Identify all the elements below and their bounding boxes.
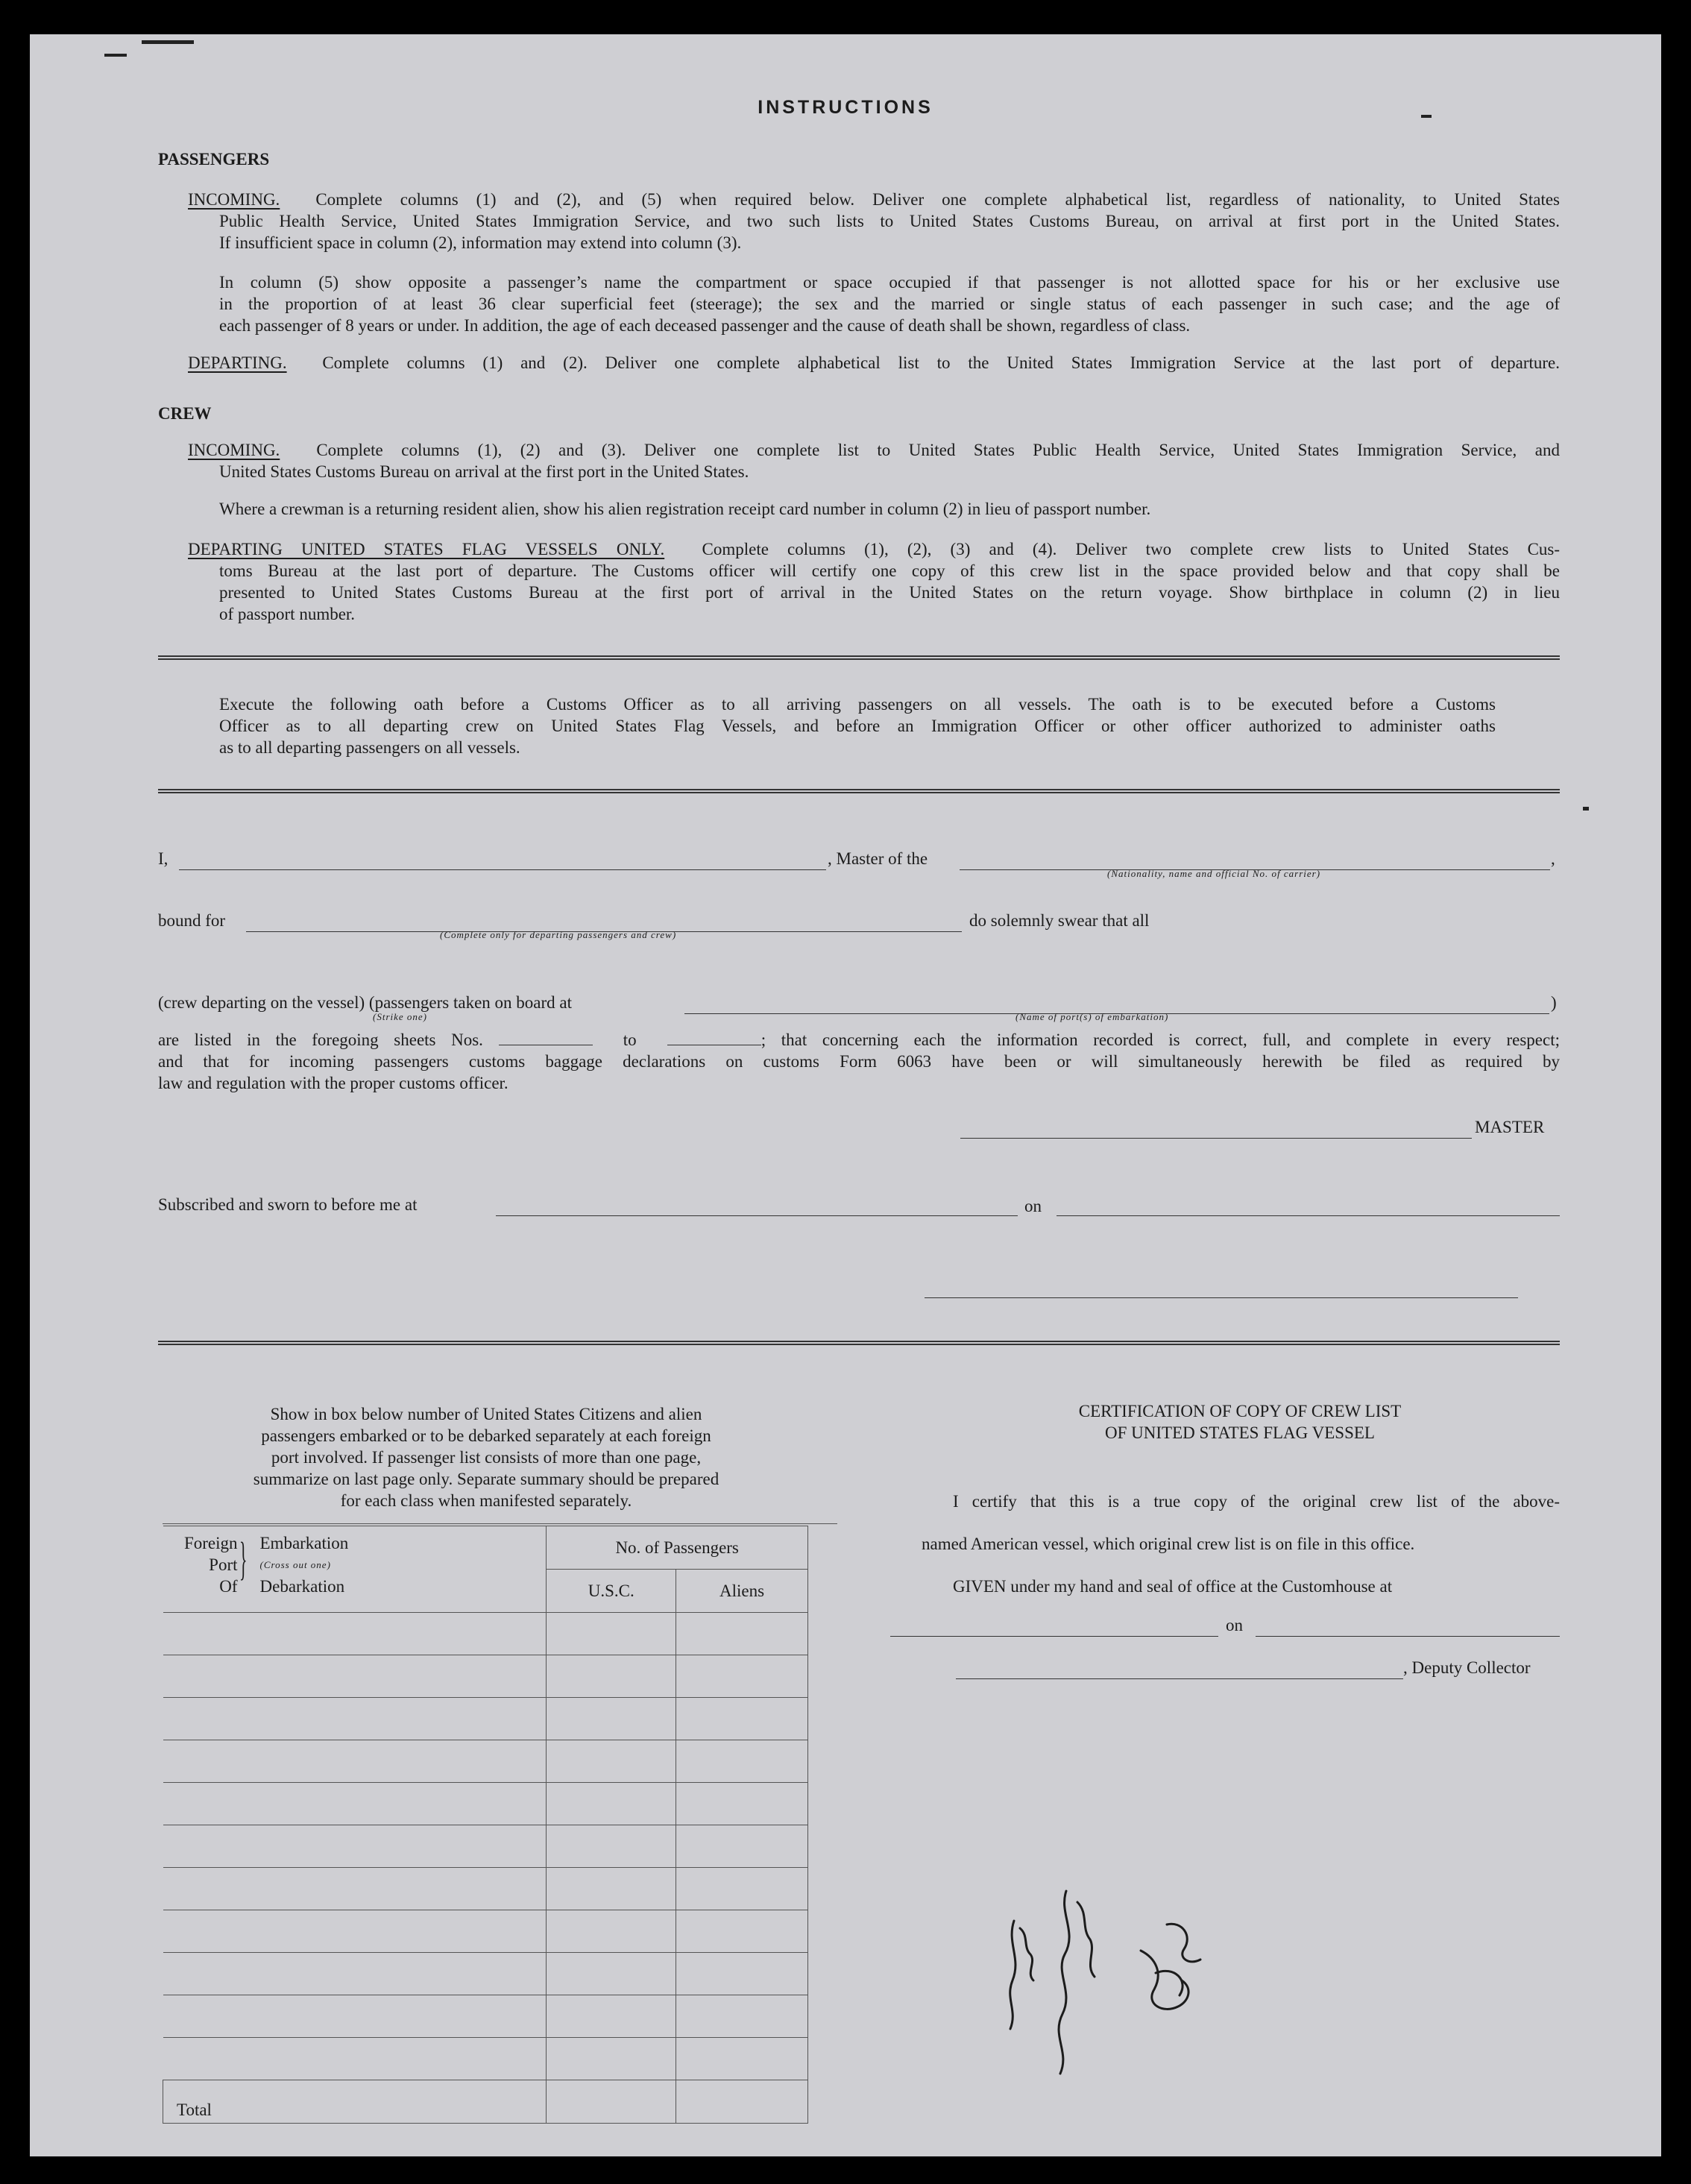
usc-cell[interactable] [547, 1613, 676, 1655]
crewman-paragraph: Where a crewman is a returning resident alien, show his alien registration receipt card number in column (2) in lieu of passport number. [219, 500, 1151, 518]
crew-incoming-label: INCOMING. [188, 441, 280, 459]
subscribed-label: Subscribed and sworn to before me at [158, 1195, 418, 1214]
header-cross-out: (Cross out one) [259, 1559, 331, 1570]
page-title: INSTRUCTIONS [758, 97, 933, 118]
certification-line3: GIVEN under my hand and seal of office at the Customhouse at [953, 1577, 1393, 1596]
master-of-the-label: , Master of the [828, 849, 928, 868]
column5-line1: In column (5) show opposite a passenger’s name the compartment or space occupied if that passenger is not allotted space for his or her exclusive use [219, 273, 1560, 292]
scan-mark [104, 54, 127, 57]
crew-departing-line2: toms Bureau at the last port of departure. The Customs officer will certify one copy of this crew list in the space provided below and that copy shall be [219, 561, 1560, 580]
header-port: Port [209, 1555, 238, 1574]
scan-mark [142, 40, 194, 44]
total-aliens-cell[interactable] [676, 2080, 808, 2124]
aliens-cell[interactable] [676, 2038, 808, 2080]
strike-one-hint: (Strike one) [373, 1011, 428, 1022]
summary-instructions-line: Show in box below number of United States Citizens and alien [270, 1405, 702, 1423]
oath-i-label: I, [158, 849, 169, 868]
sheets-text-b: ; that concerning each the information recorded is correct, full, and complete in every respect; [761, 1030, 1560, 1049]
port-cell[interactable] [163, 1868, 547, 1910]
master-name-field[interactable] [179, 856, 826, 870]
table-row [163, 1655, 808, 1698]
summary-top-rule [163, 1523, 837, 1524]
oath-instructions [219, 693, 1496, 758]
aliens-cell[interactable] [676, 1613, 808, 1655]
aliens-cell[interactable] [676, 1698, 808, 1740]
crew-departing-line4: of passport number. [219, 605, 356, 623]
table-row [163, 1783, 808, 1825]
aliens-cell[interactable] [676, 1953, 808, 1995]
usc-cell[interactable] [547, 1783, 676, 1825]
form-page [30, 34, 1661, 2156]
crew-departing-label: DEPARTING UNITED STATES FLAG VESSELS ONLY. [188, 540, 665, 558]
usc-cell[interactable] [547, 1655, 676, 1698]
no-passengers-header: No. of Passengers [547, 1526, 808, 1570]
certification-on-label: on [1226, 1616, 1243, 1634]
scan-mark [1583, 807, 1589, 811]
table-row [163, 1613, 808, 1655]
port-cell[interactable] [163, 1953, 547, 1995]
certification-title-line1: CERTIFICATION OF COPY OF CREW LIST [1078, 1402, 1402, 1420]
usc-cell[interactable] [547, 1698, 676, 1740]
port-cell[interactable] [163, 1995, 547, 2038]
oath-instructions-line3: as to all departing passengers on all vessels. [219, 738, 520, 757]
crew-passengers-label: (crew departing on the vessel) (passengers taken on board at [158, 993, 572, 1012]
header-debarkation: Debarkation [259, 1577, 345, 1596]
aliens-cell[interactable] [676, 1825, 808, 1868]
solemnly-swear-label: do solemnly swear that all [969, 911, 1150, 930]
table-row [163, 1868, 808, 1910]
foreign-port-header [163, 1526, 547, 1613]
deputy-collector-label: , Deputy Collector [1403, 1658, 1531, 1677]
port-cell[interactable] [163, 1655, 547, 1698]
handwritten-scribble-icon [977, 1861, 1290, 2100]
usc-cell[interactable] [547, 1740, 676, 1783]
aliens-cell[interactable] [676, 1783, 808, 1825]
header-of: Of [219, 1577, 238, 1596]
sheet-to-field[interactable] [667, 1031, 761, 1045]
usc-header: U.S.C. [547, 1570, 676, 1613]
total-row [163, 2080, 808, 2124]
port-cell[interactable] [163, 1613, 547, 1655]
sworn-place-field[interactable] [496, 1202, 1018, 1216]
section-divider-2 [158, 789, 1560, 793]
aliens-cell[interactable] [676, 1655, 808, 1698]
summary-instructions-line: port involved. If passenger list consists of more than one page, [271, 1448, 702, 1467]
crew-departing-paragraph [188, 538, 1560, 625]
section-divider-1 [158, 655, 1560, 660]
usc-cell[interactable] [547, 1995, 676, 2038]
column5-paragraph [219, 271, 1560, 336]
sworn-date-field[interactable] [1057, 1202, 1560, 1216]
passengers-departing-text: Complete columns (1) and (2). Deliver one complete alphabetical list to the United States Immigration Service at the last port of departure. [322, 353, 1561, 372]
officer-signature-field[interactable] [925, 1284, 1518, 1298]
table-row [163, 1825, 808, 1868]
total-label: Total [163, 2080, 547, 2124]
table-header-row [163, 1526, 808, 1570]
sheets-text-a: are listed in the foregoing sheets Nos. [158, 1030, 483, 1049]
passengers-heading: PASSENGERS [158, 150, 270, 169]
sheets-paragraph [158, 1029, 1560, 1094]
usc-cell[interactable] [547, 1868, 676, 1910]
usc-cell[interactable] [547, 1953, 676, 1995]
port-hint: (Name of port(s) of embarkation) [1015, 1011, 1169, 1022]
column5-line2: in the proportion of at least 36 clear superficial feet (steerage); the sex and the married or single status of each passenger in such case; and the age of [219, 295, 1560, 313]
port-cell[interactable] [163, 1698, 547, 1740]
sworn-on-label: on [1024, 1197, 1042, 1215]
passengers-incoming-line1: Complete columns (1) and (2), and (5) when required below. Deliver one complete alphabetical list, regardless of nationality, to United States [315, 190, 1561, 209]
section-divider-3 [158, 1341, 1560, 1345]
port-cell[interactable] [163, 1825, 547, 1868]
aliens-cell[interactable] [676, 1995, 808, 2038]
certification-date-field[interactable] [1256, 1623, 1560, 1637]
bound-for-label: bound for [158, 911, 226, 930]
column5-line3: each passenger of 8 years or under. In addition, the age of each deceased passenger and the cause of death shall be shown, regardless of class. [219, 316, 1191, 335]
crew-heading: CREW [158, 404, 212, 423]
summary-instructions-line: for each class when manifested separately. [340, 1491, 632, 1510]
carrier-comma: , [1551, 849, 1555, 868]
total-usc-cell[interactable] [547, 2080, 676, 2124]
deputy-collector-signature-field[interactable] [956, 1665, 1403, 1679]
crew-incoming-line1: Complete columns (1), (2) and (3). Deliver one complete list to United States Public Health Service, United States Immigration Service, and [316, 441, 1561, 459]
passengers-departing-paragraph [188, 352, 1560, 374]
passengers-incoming-label: INCOMING. [188, 190, 280, 209]
scan-mark [1421, 115, 1432, 118]
master-label: MASTER [1475, 1118, 1545, 1136]
passengers-incoming-paragraph [188, 189, 1560, 254]
port-cell[interactable] [163, 1783, 547, 1825]
header-foreign: Foreign [183, 1534, 238, 1552]
usc-cell[interactable] [547, 1910, 676, 1953]
summary-instructions-line: summarize on last page only. Separate summary should be prepared [253, 1470, 719, 1488]
port-cell[interactable] [163, 1910, 547, 1953]
passengers-departing-label: DEPARTING. [188, 353, 287, 372]
oath-instructions-line2: Officer as to all departing crew on United States Flag Vessels, and before an Immigration Officer or other officer authorized to administer oaths [219, 717, 1496, 735]
port-cell[interactable] [163, 2038, 547, 2080]
passenger-summary-table [163, 1526, 808, 2124]
passengers-incoming-line2: Public Health Service, United States Immigration Service, and two such lists to United States Customs Bureau, on arrival at first port in the United States. [219, 212, 1560, 230]
crew-departing-line1: Complete columns (1), (2), (3) and (4). Deliver two complete crew lists to United States Cus- [702, 540, 1561, 558]
aliens-cell[interactable] [676, 1740, 808, 1783]
certification-line1: I certify that this is a true copy of the original crew list of the above- [953, 1492, 1560, 1511]
table-row [163, 1740, 808, 1783]
close-paren: ) [1551, 993, 1557, 1012]
summary-instructions-line: passengers embarked or to be debarked separately at each foreign [261, 1426, 711, 1445]
summary-instructions [198, 1403, 774, 1511]
usc-cell[interactable] [547, 2038, 676, 2080]
port-cell[interactable] [163, 1740, 547, 1783]
crew-incoming-paragraph [188, 439, 1560, 482]
sheets-to-label: to [623, 1030, 637, 1049]
crew-incoming-line2: United States Customs Bureau on arrival at the first port in the United States. [219, 462, 749, 481]
bound-for-hint: (Complete only for departing passengers and crew) [440, 929, 677, 940]
table-row [163, 2038, 808, 2080]
table-row [163, 1698, 808, 1740]
sheets-line2: and that for incoming passengers customs baggage declarations on customs Form 6063 have been or will simultaneously herewith be filed as required by [158, 1052, 1560, 1071]
master-signature-field[interactable] [960, 1124, 1472, 1139]
brace-icon: } [239, 1534, 247, 1584]
aliens-cell[interactable] [676, 1910, 808, 1953]
crew-departing-line3: presented to United States Customs Bureau at the first port of arrival in the United States on the return voyage. Show birthplace in column (2) in lieu [219, 583, 1560, 602]
header-embarkation: Embarkation [259, 1534, 349, 1552]
sheets-line3: law and regulation with the proper customs officer. [158, 1074, 508, 1092]
certification-line2: named American vessel, which original crew list is on file in this office. [922, 1535, 1415, 1553]
passengers-incoming-line3: If insufficient space in column (2), information may extend into column (3). [219, 233, 742, 252]
aliens-header: Aliens [676, 1570, 808, 1613]
usc-cell[interactable] [547, 1825, 676, 1868]
sheet-from-field[interactable] [499, 1031, 593, 1045]
certification-title [939, 1400, 1540, 1444]
aliens-cell[interactable] [676, 1868, 808, 1910]
oath-instructions-line1: Execute the following oath before a Customs Officer as to all arriving passengers on all vessels. The oath is to be executed before a Customs [219, 695, 1496, 714]
table-row [163, 1995, 808, 2038]
certification-title-line2: OF UNITED STATES FLAG VESSEL [1105, 1423, 1375, 1442]
certification-body [922, 1491, 1560, 1597]
table-row [163, 1953, 808, 1995]
carrier-hint: (Nationality, name and official No. of carrier) [1107, 868, 1321, 879]
table-row [163, 1910, 808, 1953]
customhouse-field[interactable] [890, 1623, 1218, 1637]
